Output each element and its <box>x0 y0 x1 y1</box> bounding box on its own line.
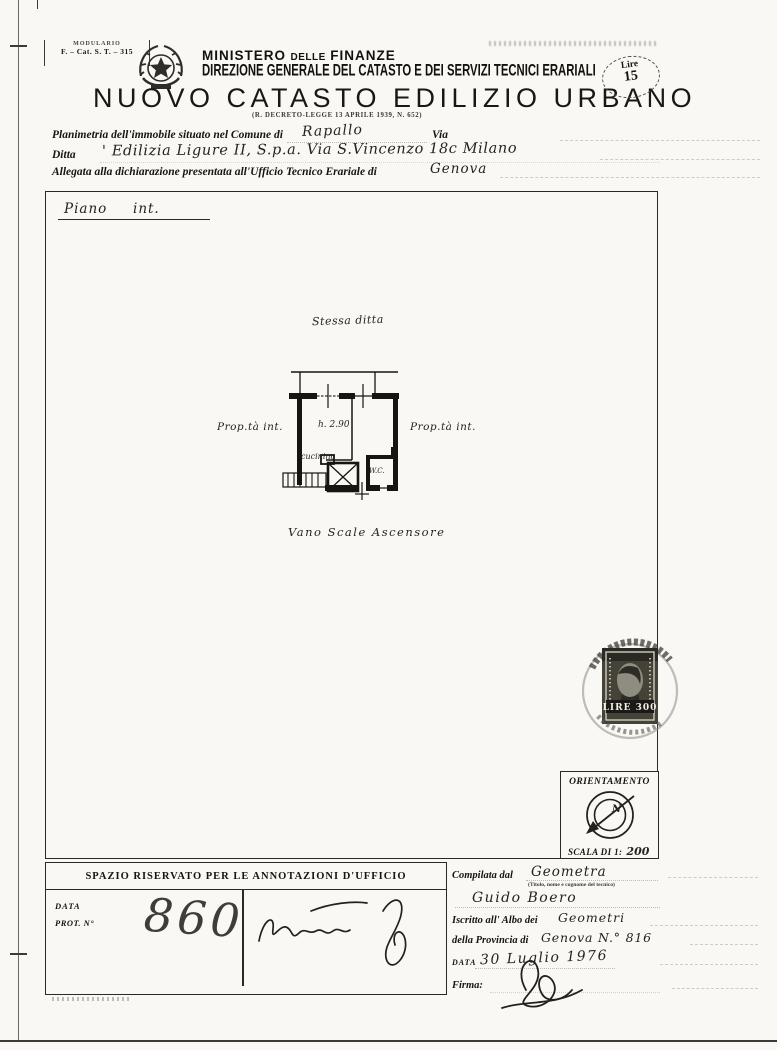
ditta-dotted-line <box>100 162 660 163</box>
kitchen-label: cucinino <box>301 452 336 461</box>
orientation-title: ORIENTAMENTO <box>569 777 650 787</box>
date-dashed <box>660 964 758 965</box>
ufficio-value: Genova <box>430 161 488 177</box>
provincia-value: Genova N.° 816 <box>541 930 652 945</box>
provincia-label: della Provincia di <box>452 935 529 946</box>
wc-label: W.C. <box>369 467 385 475</box>
compass-icon <box>578 788 642 842</box>
office-data-label: DATA <box>55 901 81 911</box>
prop-right-note: Prop.tà int. <box>410 421 476 433</box>
printer-imprint <box>52 997 132 1001</box>
compiler-name-value: Guido Boero <box>472 890 578 906</box>
office-prot-value: 860 <box>142 887 246 949</box>
office-prot-label: PROT. N° <box>55 918 95 928</box>
ufficio-label: Allegata alla dichiarazione presentata all'Ufficio Tecnico Erariale di <box>52 166 377 178</box>
ministry-word-1: MINISTERO <box>202 48 287 63</box>
room-height-note: h. 2.90 <box>318 420 350 430</box>
bottom-rule <box>0 1040 777 1042</box>
albo-label: Iscritto all' Albo dei <box>452 915 538 926</box>
ditta-dashed-line <box>600 159 760 160</box>
main-title: NUOVO CATASTO EDILIZIO URBANO <box>93 83 697 113</box>
office-annotation-scrawl <box>251 881 441 981</box>
comune-label: Planimetria dell'immobile situato nel Comune di <box>52 129 283 141</box>
role-dashed <box>668 877 758 878</box>
office-header: SPAZIO RISERVATO PER LE ANNOTAZIONI D'UFFICIO <box>85 871 407 882</box>
firma-label: Firma: <box>452 980 483 991</box>
name-dotted <box>455 907 660 908</box>
ministry-word-3: FINANZE <box>330 48 396 63</box>
albo-dashed <box>650 925 758 926</box>
scale-label: SCALA DI 1: <box>568 847 623 857</box>
floor-plan <box>213 363 485 505</box>
left-tick-top <box>10 45 27 47</box>
firma-dashed <box>672 988 758 989</box>
via-label: Via <box>432 129 448 141</box>
compiler-hint: (Titolo, nome e cognome del tecnico) <box>528 882 615 888</box>
faint-office-stamp <box>489 41 657 46</box>
albo-value: Geometri <box>558 910 626 925</box>
plan-caption: Vano Scale Ascensore <box>288 525 446 539</box>
compiler-role-value: Geometra <box>531 864 607 880</box>
form-code-line1: MODULARIO <box>73 41 121 47</box>
same-owner-note: Stessa ditta <box>311 312 384 329</box>
compiler-signature <box>492 948 592 1018</box>
office-annotations-box <box>45 862 447 995</box>
revenue-stamp-value: LIRE 300 <box>602 703 658 713</box>
ditta-value: ' Edilizia Ligure II, S.p.a. Via S.Vincenzo 18c Milano <box>101 140 518 160</box>
piano-underline <box>58 219 210 220</box>
form-code-line2: F. – Cat. S. T. – 315 <box>60 47 134 56</box>
top-tick <box>37 0 38 9</box>
ditta-label: Ditta <box>52 149 76 161</box>
compiler-date-value: 30 Luglio 1976 <box>479 947 609 969</box>
decree-subtitle: (R. DECRETO-LEGGE 13 APRILE 1939, N. 652) <box>252 112 423 119</box>
provincia-dashed <box>690 944 758 945</box>
direction-line: DIREZIONE GENERALE DEL CATASTO E DEI SERVIZI TECNICI ERARIALI <box>202 62 596 80</box>
orientation-box <box>560 771 659 859</box>
via-dashed-line <box>560 140 760 141</box>
duty-stamp-value: 15 <box>623 68 639 85</box>
prop-left-note: Prop.tà int. <box>217 421 283 433</box>
piano-value: int. <box>133 201 160 217</box>
ministry-word-2: DELLE <box>290 52 326 63</box>
revenue-stamp <box>582 638 694 744</box>
left-margin-rule <box>18 0 19 1041</box>
piano-label: Piano <box>64 201 108 217</box>
scale-value: 200 <box>626 845 650 858</box>
comune-value: Rapallo <box>301 121 364 141</box>
duty-stamp-label: Lire <box>620 59 639 72</box>
left-tick-bottom <box>10 953 27 955</box>
role-dotted <box>526 880 658 881</box>
ufficio-dashed-line <box>500 177 760 178</box>
compass-north-letter: N <box>611 804 621 815</box>
compilata-label: Compilata dal <box>452 870 513 881</box>
compiler-date-label: DATA <box>452 958 477 967</box>
